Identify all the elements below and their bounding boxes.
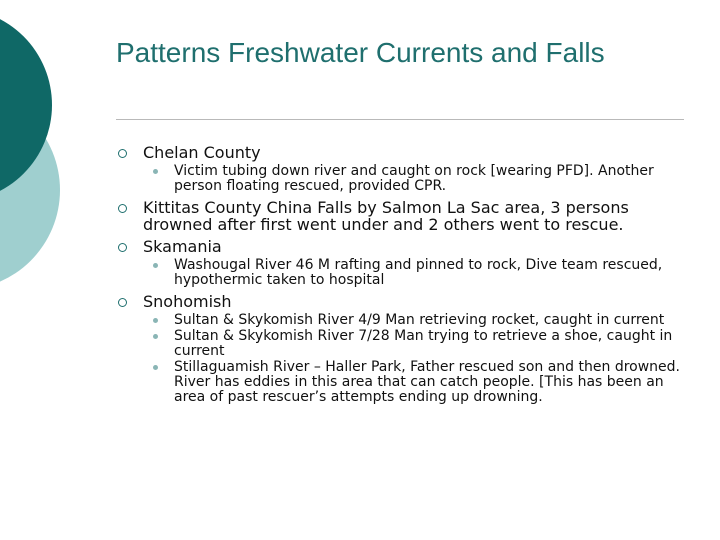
hollow-circle-bullet-icon <box>118 204 127 213</box>
bullet-text: Chelan County <box>143 143 261 162</box>
sub-bullet-item <box>143 360 686 405</box>
sub-bullet-item <box>143 164 686 194</box>
bullet-snohomish <box>116 293 686 405</box>
sub-bullet-item <box>143 258 686 288</box>
title-divider <box>116 119 684 120</box>
sub-bullet-list <box>143 164 686 194</box>
hollow-circle-bullet-icon <box>118 243 127 252</box>
hollow-circle-bullet-icon <box>118 298 127 307</box>
filled-dot-bullet-icon <box>153 169 158 174</box>
sub-bullet-text: Stillaguamish River – Haller Park, Father rescued son and then drowned. River has eddies in this area that can catch people. [This has been an area of past rescuer’s attempts ending up drowning. <box>174 359 680 405</box>
filled-dot-bullet-icon <box>153 263 158 268</box>
filled-dot-bullet-icon <box>153 365 158 370</box>
bullet-chelan-county <box>116 144 686 194</box>
bullet-text: Skamania <box>143 237 222 256</box>
sub-bullet-text: Sultan & Skykomish River 7/28 Man trying to retrieve a shoe, caught in current <box>174 328 673 359</box>
sub-bullet-list <box>143 258 686 288</box>
decorative-circles <box>0 0 130 300</box>
sub-bullet-text: Victim tubing down river and caught on rock [wearing PFD]. Another person floating rescued, provided CPR. <box>174 163 654 194</box>
bullet-list <box>116 144 686 405</box>
sub-bullet-text: Sultan & Skykomish River 4/9 Man retrieving rocket, caught in current <box>174 312 665 328</box>
filled-dot-bullet-icon <box>153 318 158 323</box>
sub-bullet-text: Washougal River 46 M rafting and pinned to rock, Dive team rescued, hypothermic taken to hospital <box>174 257 663 288</box>
filled-dot-bullet-icon <box>153 334 158 339</box>
bullet-skamania <box>116 238 686 288</box>
bullet-kittitas-county <box>116 199 686 233</box>
sub-bullet-item <box>143 313 686 328</box>
hollow-circle-bullet-icon <box>118 149 127 158</box>
slide-title: Patterns Freshwater Currents and Falls <box>116 37 605 68</box>
bullet-text: Kittitas County China Falls by Salmon La Sac area, 3 persons drowned after first went under and 2 others went to rescue. <box>143 198 629 234</box>
sub-bullet-list <box>143 313 686 405</box>
bullet-text: Snohomish <box>143 292 232 311</box>
sub-bullet-item <box>143 329 686 359</box>
